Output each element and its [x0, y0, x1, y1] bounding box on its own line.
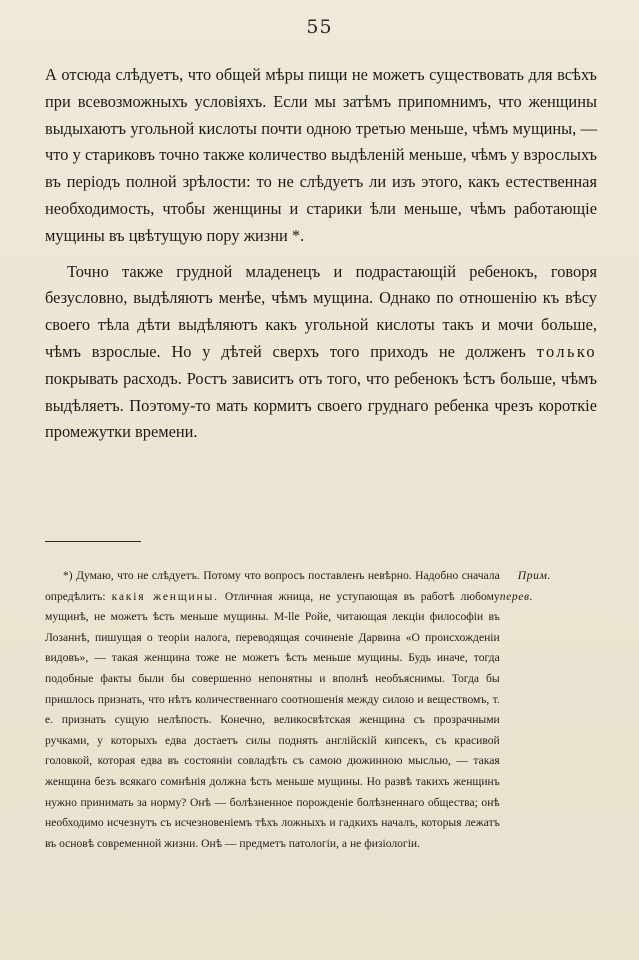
paragraph-2: [45, 259, 597, 447]
footnote-body: [45, 566, 597, 854]
translator-note: Прим. перев.: [499, 569, 551, 603]
page-number: 55: [306, 16, 333, 38]
paragraph-1: А отсюда слѣдуетъ, что общей мѣры пищи не можетъ существовать для всѣхъ при всевозможныхъ условіяхъ. Если мы затѣмъ припомнимъ, что женщины выдыхаютъ угольной кислоты почти одною третью меньше, чѣмъ мущины, — что у стариковъ точно также количество выдѣленій меньше, чѣмъ у взрослыхъ въ періодъ полной зрѣлости: то не слѣдуетъ ли изъ этого, какъ естественная необходимость, чтобы женщины и старики ѣли меньше, чѣмъ работающіе мущины въ цвѣтущую пору жизни *.: [45, 65, 597, 245]
main-text: [45, 62, 597, 446]
paragraph-2-part-2: покрывать расходъ. Ростъ зависитъ отъ того, что ребенокъ ѣстъ больше, чѣмъ выдѣляетъ. Поэтому-то мать кормитъ своего груднаго ребенка чрезъ короткіе промежутки времени.: [45, 368, 597, 442]
emphasized-word: только: [536, 341, 597, 361]
footnote-part-2: Отличная жница, не уступающая въ работѣ любому мущинѣ, не можетъ ѣсть меньше мущины. М-lle Ройе, читающая лекціи философіи въ Лозаннѣ, пишущая о теоріи налога, переводящая сочиненіе Дарвина «О происхожденіи видовъ», — такая женщина тоже не можетъ ѣсть меньше мущины. Будь иначе, тогда подобные факты были бы совершенно непонятны и вполнѣ необъяснимы. Тогда бы пришлось признать, что нѣтъ количественнаго соотношенія между силою и веществомъ, т. е. признать сущую нелѣпость. Конечно, великосвѣтская женщина съ прозрачными ручками, у которыхъ едва достаетъ силы поднять англійскій кипсекъ, съ красивой головкой, которая едва въ состояніи совладѣть съ самою дюжинною мыслью, — такая женщина безъ всякаго сомнѣнія должна ѣсть меньше мущины. Но развѣ такихъ женщинъ нужно принимать за норму? Онѣ — болѣзненное порожденіе болѣзненнаго общества; онѣ необходимо исчезнутъ съ исчезновеніемъ тѣхъ ложныхъ и гадкихъ началъ, которыя лежатъ въ основѣ современной жизни. Онѣ — предметъ патологіи, а не физіологіи.: [45, 589, 500, 850]
paragraph-2-part-1: Точно также грудной младенецъ и подрастающій ребенокъ, говоря безусловно, выдѣляютъ менѣе, чѣмъ мущина. Однако по отношенію къ вѣсу своего тѣла дѣти выдѣляютъ какъ угольной кислоты такъ и мочи больше, чѣмъ взрослые. Но у дѣтей сверхъ того приходъ не долженъ: [45, 261, 597, 361]
footnote-text: [45, 566, 500, 854]
footnote-emphasis: какія женщины.: [111, 589, 219, 603]
footnote: [45, 566, 597, 854]
footnote-divider: [45, 541, 141, 542]
footnote-part-1: *) Думаю, что не слѣдуетъ. Потому что вопросъ поставленъ невѣрно. Надобно сначала опредѣлить:: [45, 569, 500, 603]
